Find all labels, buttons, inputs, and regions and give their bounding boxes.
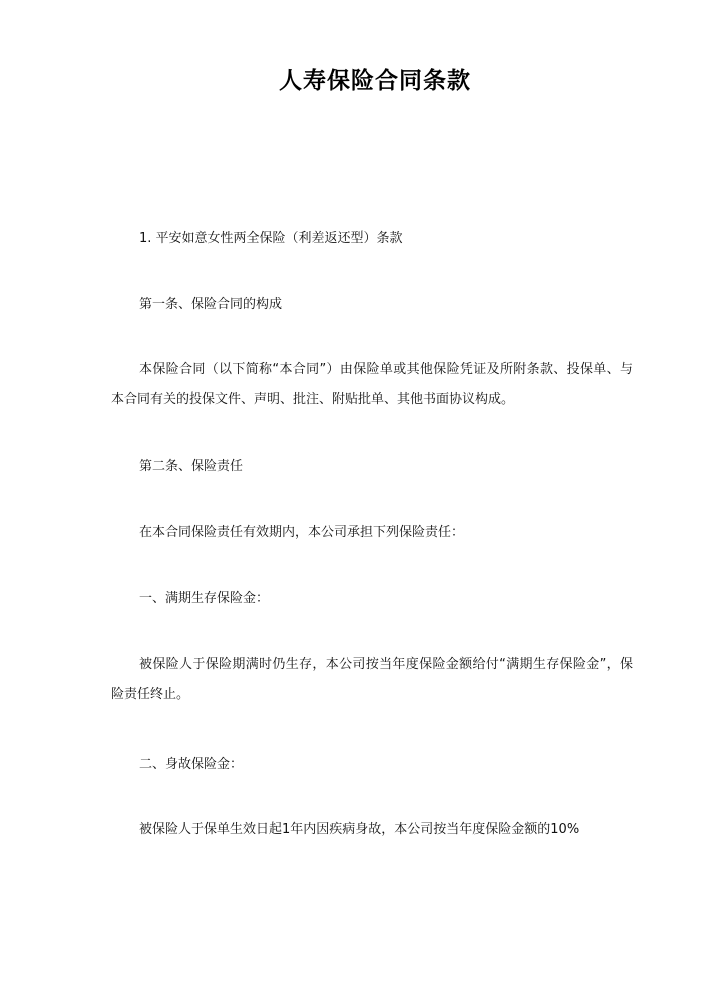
paragraph-maturity-benefit-heading: 一、满期生存保险金： (139, 591, 270, 606)
paragraph-contract-composition: 本保险合同（以下简称“本合同”）由保险单或其他保险凭证及所附条款、投保单、与本合同有关的投保文件、声明、批注、附贴批单、其他书面协议构成。 (111, 362, 633, 407)
paragraph-death-benefit-heading: 二、身故保险金： (139, 757, 244, 772)
paragraph-liability-intro: 在本合同保险责任有效期内，本公司承担下列保险责任： (139, 525, 465, 540)
paragraph-maturity-benefit: 被保险人于保险期满时仍生存，本公司按当年度保险金额给付“满期生存保险金”，保险责任终止。 (111, 657, 633, 702)
document-title: 人寿保险合同条款 (279, 68, 471, 94)
paragraph-article-1-heading: 第一条、保险合同的构成 (139, 297, 283, 312)
paragraph-article-2-heading: 第二条、保险责任 (139, 459, 244, 474)
paragraph-death-benefit: 被保险人于保单生效日起1年内因疾病身故，本公司按当年度保险金额的10% (139, 822, 580, 837)
paragraph-product-name: 1. 平安如意女性两全保险（利差返还型）条款 (139, 231, 403, 246)
